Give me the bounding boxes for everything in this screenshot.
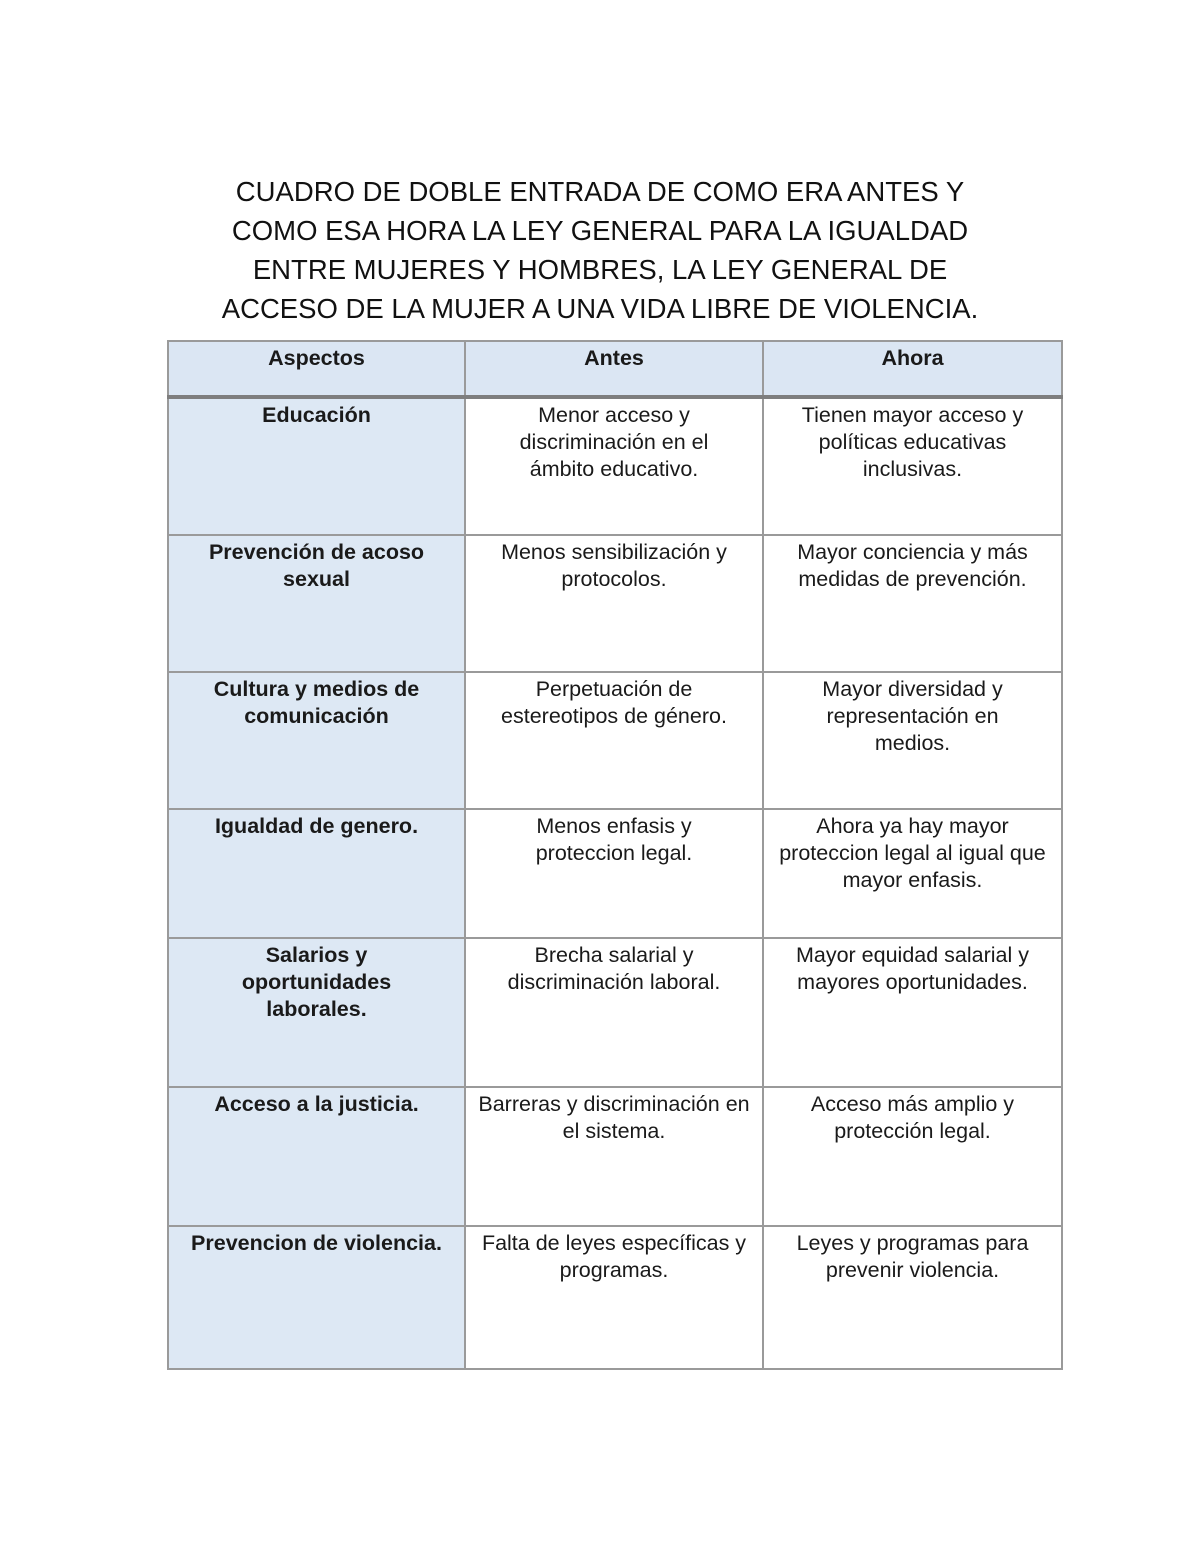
ahora-text: Acceso más amplio y protección legal. <box>810 1092 1015 1143</box>
ahora-cell <box>763 535 1062 672</box>
ahora-cell <box>763 809 1062 938</box>
ahora-text: Ahora ya hay mayor proteccion legal al igual que mayor enfasis. <box>779 814 1046 892</box>
ahora-cell <box>763 1226 1062 1369</box>
ahora-cell <box>763 938 1062 1087</box>
ahora-cell <box>763 397 1062 535</box>
antes-text: Menos enfasis y proteccion legal. <box>535 814 693 865</box>
table-row <box>168 397 1062 535</box>
ahora-text: Mayor diversidad y representación en medios. <box>822 677 1003 755</box>
header-ahora: Ahora <box>763 341 1062 397</box>
aspect-cell <box>168 1087 465 1226</box>
antes-text: Falta de leyes específicas y programas. <box>481 1231 747 1282</box>
antes-cell <box>465 1087 763 1226</box>
table-row <box>168 535 1062 672</box>
aspect-cell <box>168 535 465 672</box>
aspect-label: Cultura y medios de comunicación <box>213 677 420 728</box>
aspect-label: Igualdad de genero. <box>214 814 419 838</box>
ahora-text: Leyes y programas para prevenir violencia. <box>796 1231 1029 1282</box>
aspect-label: Salarios y oportunidades laborales. <box>241 943 392 1021</box>
ahora-cell <box>763 672 1062 809</box>
table-row <box>168 1226 1062 1369</box>
aspect-label: Educación <box>262 403 371 427</box>
ahora-text: Mayor equidad salarial y mayores oportunidades. <box>795 943 1030 994</box>
antes-text: Brecha salarial y discriminación laboral. <box>507 943 721 994</box>
aspect-cell <box>168 397 465 535</box>
table-row <box>168 1087 1062 1226</box>
title-line: ENTRE MUJERES Y HOMBRES, LA LEY GENERAL DE <box>252 254 948 285</box>
table-row <box>168 938 1062 1087</box>
antes-cell <box>465 672 763 809</box>
antes-text: Perpetuación de estereotipos de género. <box>501 677 727 728</box>
header-antes: Antes <box>465 341 763 397</box>
table-row <box>168 809 1062 938</box>
aspect-cell <box>168 938 465 1087</box>
aspect-cell <box>168 1226 465 1369</box>
aspect-cell <box>168 809 465 938</box>
comparison-table <box>167 340 1063 1370</box>
aspect-cell <box>168 672 465 809</box>
title-line: COMO ESA HORA LA LEY GENERAL PARA LA IGUALDAD <box>231 215 969 246</box>
document-title <box>150 172 1050 328</box>
table-header-row <box>168 341 1062 397</box>
antes-cell <box>465 535 763 672</box>
title-line: ACCESO DE LA MUJER A UNA VIDA LIBRE DE VIOLENCIA. <box>221 293 979 324</box>
ahora-text: Mayor conciencia y más medidas de prevención. <box>797 540 1028 591</box>
antes-text: Menor acceso y discriminación en el ámbito educativo. <box>519 403 709 481</box>
antes-cell <box>465 397 763 535</box>
aspect-label: Prevención de acoso sexual <box>208 540 425 591</box>
antes-cell <box>465 1226 763 1369</box>
title-line: CUADRO DE DOBLE ENTRADA DE COMO ERA ANTES Y <box>235 176 965 207</box>
antes-text: Barreras y discriminación en el sistema. <box>478 1092 750 1143</box>
antes-cell <box>465 938 763 1087</box>
header-aspectos: Aspectos <box>168 341 465 397</box>
aspect-label: Acceso a la justicia. <box>214 1092 419 1116</box>
ahora-text: Tienen mayor acceso y políticas educativas inclusivas. <box>801 403 1024 481</box>
ahora-cell <box>763 1087 1062 1226</box>
table-row <box>168 672 1062 809</box>
antes-text: Menos sensibilización y protocolos. <box>501 540 727 591</box>
aspect-label: Prevencion de violencia. <box>191 1231 442 1255</box>
antes-cell <box>465 809 763 938</box>
